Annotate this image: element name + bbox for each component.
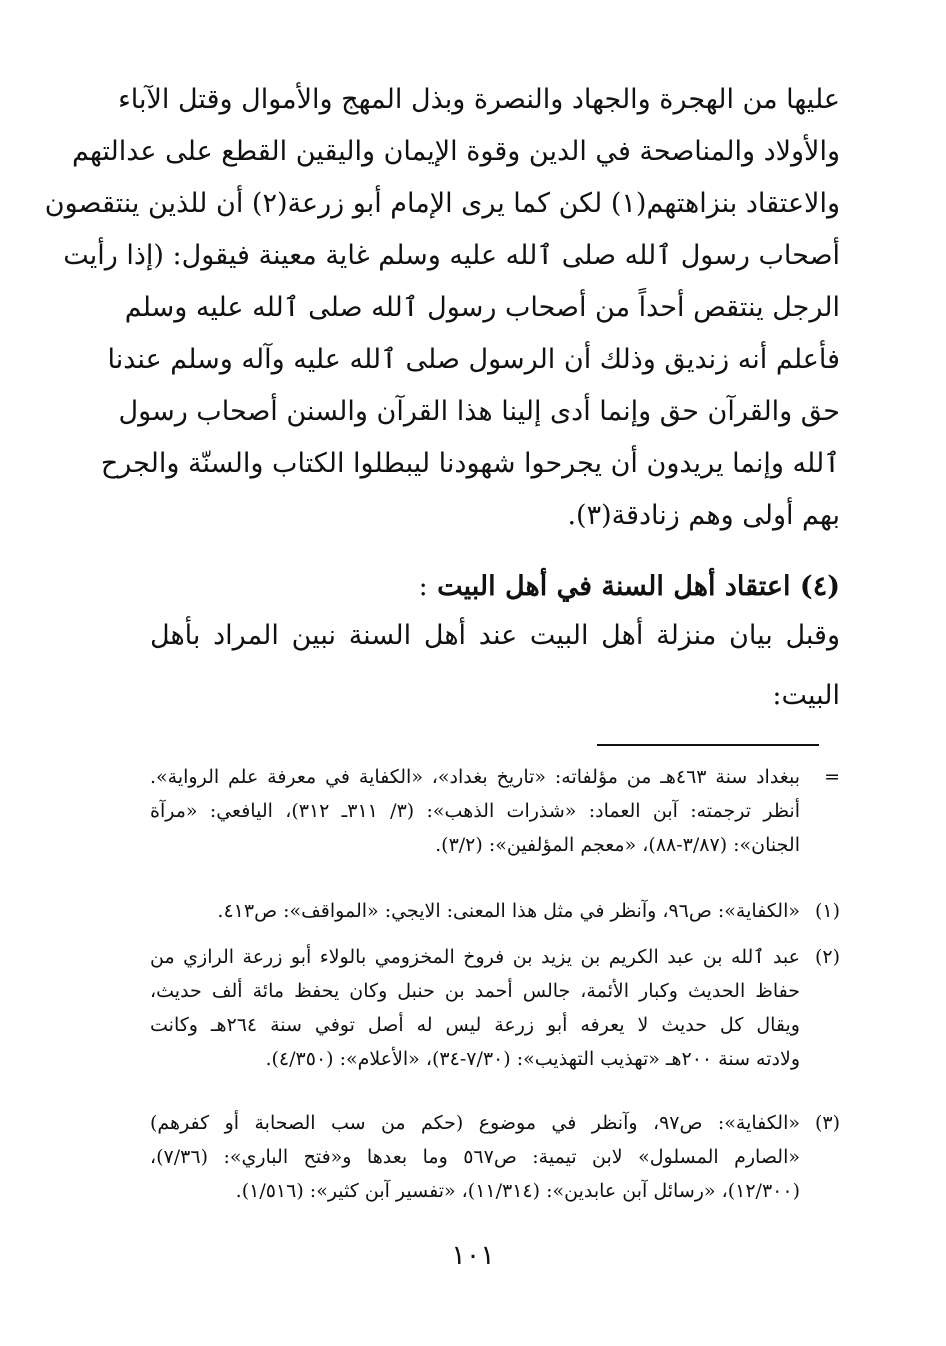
footnote-line: أنظر ترجمته: آبن العماد: «شذرات الذهب»: (٣/ ٣١١ـ ٣١٢)، اليافعي: «مرآة: [150, 800, 800, 822]
footnote-line: ويقال كل حديث لا يعرفه أبو زرعة ليس له أصل توفي سنة ٢٦٤هـ وكانت: [150, 1014, 800, 1036]
footnote-number: (٣): [814, 1112, 840, 1134]
text-line: أصحاب رسول ٱلله صلى ٱلله عليه وسلم غاية معينة فيقول: (إذا رأيت: [63, 240, 840, 271]
footnote-number: (١): [814, 900, 840, 922]
section-heading-colon: :: [418, 571, 428, 602]
footnote-line: حفاظ الحديث وكبار الأئمة، جالس أحمد بن حنبل وكان يحفظ مائة ألف حديث،: [150, 980, 800, 1002]
text-line: ٱلله وإنما يريدون أن يجرحوا شهودنا ليبطلوا الكتاب والسنّة والجرح: [100, 448, 840, 479]
text-line: وقبل بيان منزلة أهل البيت عند أهل السنة نبين المراد بأهل: [150, 620, 840, 651]
text-line: البيت:: [772, 680, 840, 711]
text-line: والاعتقاد بنزاهتهم(١) لكن كما يرى الإمام أبو زرعة(٢) أن للذين ينتقصون: [44, 188, 840, 219]
footnote-marker: =: [824, 766, 840, 788]
footnote-line: ولادته سنة ٢٠٠هـ «تهذيب التهذيب»: (٧/٣٠-٣٤)، «الأعلام»: (٤/٣٥٠).: [265, 1048, 800, 1070]
text-line: الرجل ينتقص أحداً من أصحاب رسول ٱلله صلى ٱلله عليه وسلم: [124, 292, 840, 323]
section-heading-text: (٤) اعتقاد أهل السنة في أهل البيت: [437, 571, 840, 602]
text-line: بهم أولى وهم زنادقة(٣).: [567, 500, 840, 531]
text-line: عليها من الهجرة والجهاد والنصرة وبذل المهج والأموال وقتل الآباء: [118, 84, 840, 115]
text-line: فأعلم أنه زنديق وذلك أن الرسول صلى ٱلله عليه وآله وسلم عندنا: [107, 344, 840, 375]
footnote-line: عبد ٱلله بن عبد الكريم بن يزيد بن فروخ المخزومي بالولاء أبو زرعة الرازي من: [150, 946, 800, 968]
text-line: حق والقرآن حق وإنما أدى إلينا هذا القرآن والسنن أصحاب رسول: [118, 396, 840, 427]
footnote-line: الجنان»: (٣/٨٧-٨٨)، «معجم المؤلفين»: (٣/٢).: [435, 834, 800, 856]
page-number: ١٠١: [451, 1240, 495, 1271]
footnote-line: ببغداد سنة ٤٦٣هـ من مؤلفاته: «تاريخ بغداد»، «الكفاية في معرفة علم الرواية».: [150, 766, 800, 788]
footnote-line: «الكفاية»: ص٩٧، وآنظر في موضوع (حكم من سب الصحابة أو كفرهم): [150, 1112, 800, 1134]
text-line: والأولاد والمناصحة في الدين وقوة الإيمان واليقين القطع على عدالتهم: [71, 136, 840, 167]
footnote-number: (٢): [814, 946, 840, 968]
footnote-line: «الصارم المسلول» لابن تيمية: ص٥٦٧ وما بعدها و«فتح الباري»: (٧/٣٦)،: [150, 1146, 801, 1168]
footnote-separator: [597, 744, 819, 746]
footnote-line: «الكفاية»: ص٩٦، وآنظر في مثل هذا المعنى: الايجي: «المواقف»: ص٤١٣.: [217, 900, 800, 922]
footnote-line: (١٢/٣٠٠)، «رسائل آبن عابدين»: (١١/٣١٤)، «تفسير آبن كثير»: (١/٥١٦).: [235, 1180, 800, 1202]
section-heading: [150, 565, 840, 609]
